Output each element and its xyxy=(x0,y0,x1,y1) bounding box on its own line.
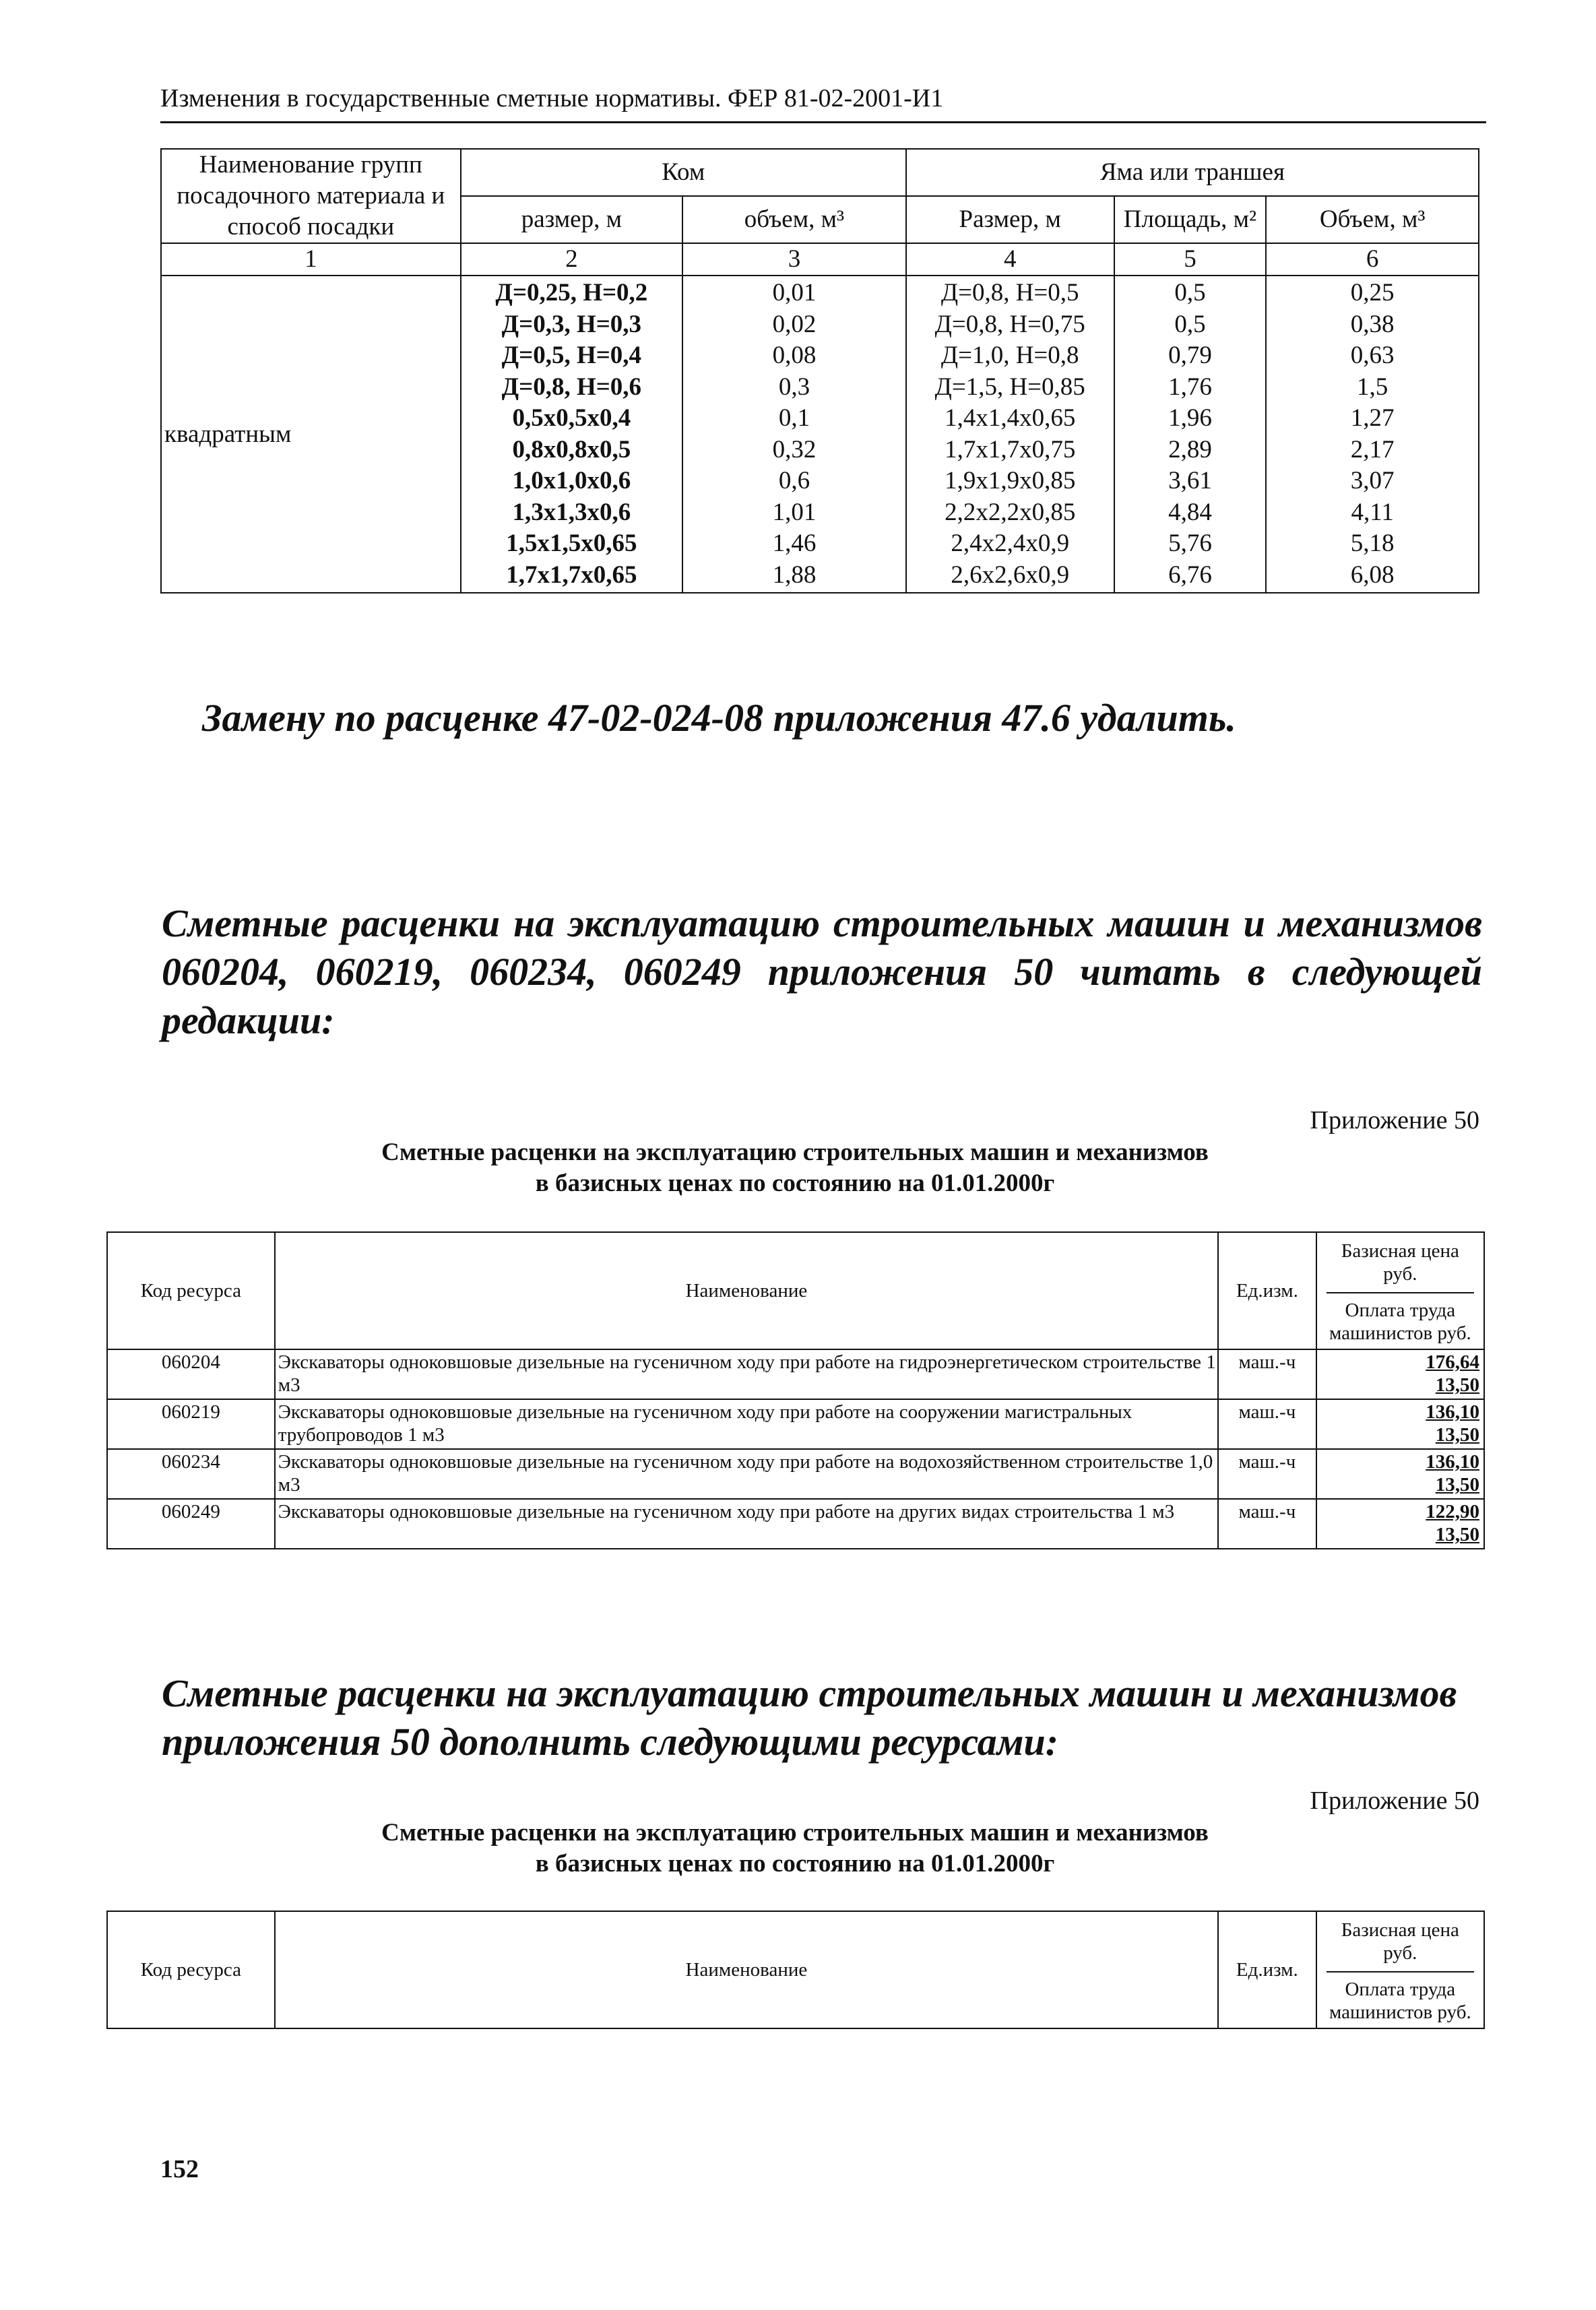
resource-name: Экскаваторы одноковшовые дизельные на гусеничном ходу при работе на других видах строительства 1 м3 xyxy=(275,1499,1218,1549)
heading-read-edition: Сметные расценки на эксплуатацию строительных машин и механизмов 060204, 060219, 060234, 060249 приложения 50 читать в следующей редакции: xyxy=(162,901,1482,1042)
base-price: 122,90 xyxy=(1426,1501,1479,1522)
table-cell: 1,3х1,3х0,6 xyxy=(512,498,631,526)
th-price xyxy=(1316,1232,1484,1349)
column-number: 6 xyxy=(1266,243,1479,276)
resource-table-header xyxy=(107,1232,1484,1349)
table-cell: 6,08 xyxy=(1350,560,1395,589)
table-cell: 0,8х0,8х0,5 xyxy=(512,435,631,463)
page-number: 152 xyxy=(160,2155,199,2183)
table-cell: 2,4х2,4х0,9 xyxy=(951,530,1070,557)
table-cell: 1,96 xyxy=(1168,404,1212,432)
table-cell: 0,5х0,5х0,4 xyxy=(512,404,631,432)
th-wage: Оплата труда машинистов руб. xyxy=(1329,1300,1471,1344)
wage-price: 13,50 xyxy=(1435,1424,1479,1446)
resource-name: Экскаваторы одноковшовые дизельные на гусеничном ходу при работе на гидроэнергетическом строительстве 1 м3 xyxy=(275,1349,1218,1399)
resource-code: 060249 xyxy=(107,1499,275,1549)
table-cell: Д=0,8, Н=0,6 xyxy=(501,373,642,401)
table-row xyxy=(107,1499,1484,1549)
table-cell: 0,1 xyxy=(778,404,810,432)
th-pit-size: Размер, м xyxy=(906,196,1114,243)
table-cell: 0,5 xyxy=(1174,279,1206,307)
table-cell: 6,76 xyxy=(1168,560,1212,589)
table-cell: 1,9х1,9х0,85 xyxy=(945,467,1076,494)
area-column xyxy=(1114,276,1267,593)
table-row xyxy=(107,1449,1484,1499)
th-code: Код ресурса xyxy=(107,1232,275,1349)
table-cell: Д=0,25, Н=0,2 xyxy=(495,279,648,307)
table-cell: 1,27 xyxy=(1350,404,1395,432)
th-name: Наименование xyxy=(275,1911,1218,2028)
table-cell: 1,5 xyxy=(1357,373,1388,401)
size-column xyxy=(461,276,682,593)
th-name: Наименование xyxy=(275,1232,1218,1349)
th-base-price: Базисная цена руб. xyxy=(1327,1240,1474,1293)
table-cell: 0,25 xyxy=(1350,279,1395,307)
wage-price: 13,50 xyxy=(1435,1374,1479,1396)
table-cell: 0,63 xyxy=(1350,342,1395,369)
wage-price: 13,50 xyxy=(1435,1474,1479,1496)
table-cell: 0,3 xyxy=(778,373,810,401)
heading-remove: Замену по расценке 47-02-024-08 приложения 47.6 удалить. xyxy=(202,696,1236,740)
th-size: размер, м xyxy=(461,196,682,243)
table-subtitle: в базисных ценах по состоянию на 01.01.2000г xyxy=(535,1169,1055,1197)
table-cell: 4,11 xyxy=(1351,498,1394,526)
resource-table-new xyxy=(106,1911,1485,2029)
th-unit: Ед.изм. xyxy=(1218,1911,1316,2028)
appendix-label: Приложение 50 xyxy=(1310,1106,1479,1134)
resource-code: 060204 xyxy=(107,1349,275,1399)
th-unit: Ед.изм. xyxy=(1218,1232,1316,1349)
column-number: 2 xyxy=(461,243,682,276)
table-cell: 1,7х1,7х0,65 xyxy=(506,560,637,589)
planting-material-table xyxy=(160,148,1479,593)
table-cell: 5,76 xyxy=(1168,530,1212,557)
resource-price xyxy=(1316,1499,1484,1549)
table-cell: 0,08 xyxy=(772,342,817,369)
table-cell: 0,38 xyxy=(1350,310,1395,338)
table-cell: 5,18 xyxy=(1350,530,1395,557)
table-cell: Д=0,8, Н=0,5 xyxy=(940,279,1079,307)
group-cell: квадратным xyxy=(161,276,461,593)
resource-price xyxy=(1316,1349,1484,1399)
table-cell: 0,79 xyxy=(1168,342,1212,369)
table-cell: 1,0х1,0х0,6 xyxy=(512,467,631,494)
resource-code: 060219 xyxy=(107,1399,275,1449)
pit-size-column xyxy=(906,276,1114,593)
table-cell: 0,01 xyxy=(772,279,817,307)
table-cell: Д=0,3, Н=0,3 xyxy=(501,310,642,338)
appendix-label: Приложение 50 xyxy=(1310,1787,1479,1815)
th-price xyxy=(1316,1911,1484,2028)
th-pit: Яма или траншея xyxy=(906,149,1479,196)
table-cell: 2,17 xyxy=(1350,435,1395,463)
column-number: 5 xyxy=(1114,243,1267,276)
base-price: 136,10 xyxy=(1426,1451,1479,1473)
th-code: Код ресурса xyxy=(107,1911,275,2028)
resource-name: Экскаваторы одноковшовые дизельные на гусеничном ходу при работе на водохозяйственном строительстве 1,0 м3 xyxy=(275,1449,1218,1499)
base-price: 136,10 xyxy=(1426,1401,1479,1423)
th-volume: объем, м³ xyxy=(682,196,906,243)
column-number: 1 xyxy=(161,243,461,276)
table-cell: 1,4х1,4х0,65 xyxy=(945,404,1076,432)
resource-table xyxy=(106,1231,1485,1549)
th-group-name: Наименование групп посадочного материала и способ посадки xyxy=(161,149,461,243)
resource-price xyxy=(1316,1449,1484,1499)
table-cell: 0,6 xyxy=(778,467,810,494)
table-cell: 3,61 xyxy=(1168,467,1212,494)
resource-name: Экскаваторы одноковшовые дизельные на гусеничном ходу при работе на сооружении магистральных трубопроводов 1 м3 xyxy=(275,1399,1218,1449)
resource-unit: маш.-ч xyxy=(1218,1499,1316,1549)
table-cell: 1,7х1,7х0,75 xyxy=(945,435,1076,463)
page-header: Изменения в государственные сметные нормативы. ФЕР 81-02-2001-И1 xyxy=(160,82,1486,123)
th-base-price: Базисная цена руб. xyxy=(1327,1919,1474,1972)
table-title: Сметные расценки на эксплуатацию строительных машин и механизмов xyxy=(381,1819,1209,1847)
th-wage: Оплата труда машинистов руб. xyxy=(1329,1979,1471,2023)
table-title: Сметные расценки на эксплуатацию строительных машин и механизмов xyxy=(381,1138,1209,1166)
table-cell: 2,2х2,2х0,85 xyxy=(945,498,1076,526)
table-subtitle: в базисных ценах по состоянию на 01.01.2000г xyxy=(535,1850,1055,1878)
column-numbers-row xyxy=(161,243,1479,276)
base-price: 176,64 xyxy=(1426,1351,1479,1373)
table-cell: Д=1,5, Н=0,85 xyxy=(934,373,1085,401)
table-row xyxy=(107,1349,1484,1399)
table-cell: 0,32 xyxy=(772,435,817,463)
table-cell: 3,07 xyxy=(1350,467,1395,494)
table-cell: 1,5х1,5х0,65 xyxy=(506,530,637,557)
table-cell: Д=1,0, Н=0,8 xyxy=(940,342,1079,369)
table-cell: Д=0,8, Н=0,75 xyxy=(934,310,1085,338)
resource-unit: маш.-ч xyxy=(1218,1399,1316,1449)
resource-code: 060234 xyxy=(107,1449,275,1499)
table-cell: 0,02 xyxy=(772,310,817,338)
table-cell: Д=0,5, Н=0,4 xyxy=(501,342,642,369)
resource-unit: маш.-ч xyxy=(1218,1349,1316,1399)
volume-column xyxy=(682,276,906,593)
column-number: 3 xyxy=(682,243,906,276)
table-cell: 1,46 xyxy=(772,530,817,557)
resource-unit: маш.-ч xyxy=(1218,1449,1316,1499)
table-cell: 1,88 xyxy=(772,560,817,589)
table-row xyxy=(161,276,1479,593)
column-number: 4 xyxy=(906,243,1114,276)
th-area: Площадь, м² xyxy=(1114,196,1267,243)
table-cell: 2,6х2,6х0,9 xyxy=(951,560,1070,589)
th-kom: Ком xyxy=(461,149,906,196)
th-pit-volume: Объем, м³ xyxy=(1266,196,1479,243)
table-cell: 1,01 xyxy=(772,498,817,526)
table-cell: 2,89 xyxy=(1168,435,1212,463)
table-cell: 1,76 xyxy=(1168,373,1212,401)
pit-volume-column xyxy=(1266,276,1479,593)
wage-price: 13,50 xyxy=(1435,1524,1479,1545)
table-row xyxy=(107,1399,1484,1449)
table-cell: 0,5 xyxy=(1174,310,1206,338)
resource-price xyxy=(1316,1399,1484,1449)
heading-add-resources: Сметные расценки на эксплуатацию строительных машин и механизмов приложения 50 дополнить следующими ресурсами: xyxy=(162,1671,1457,1764)
resource-table-header xyxy=(107,1911,1484,2028)
table-cell: 4,84 xyxy=(1168,498,1212,526)
